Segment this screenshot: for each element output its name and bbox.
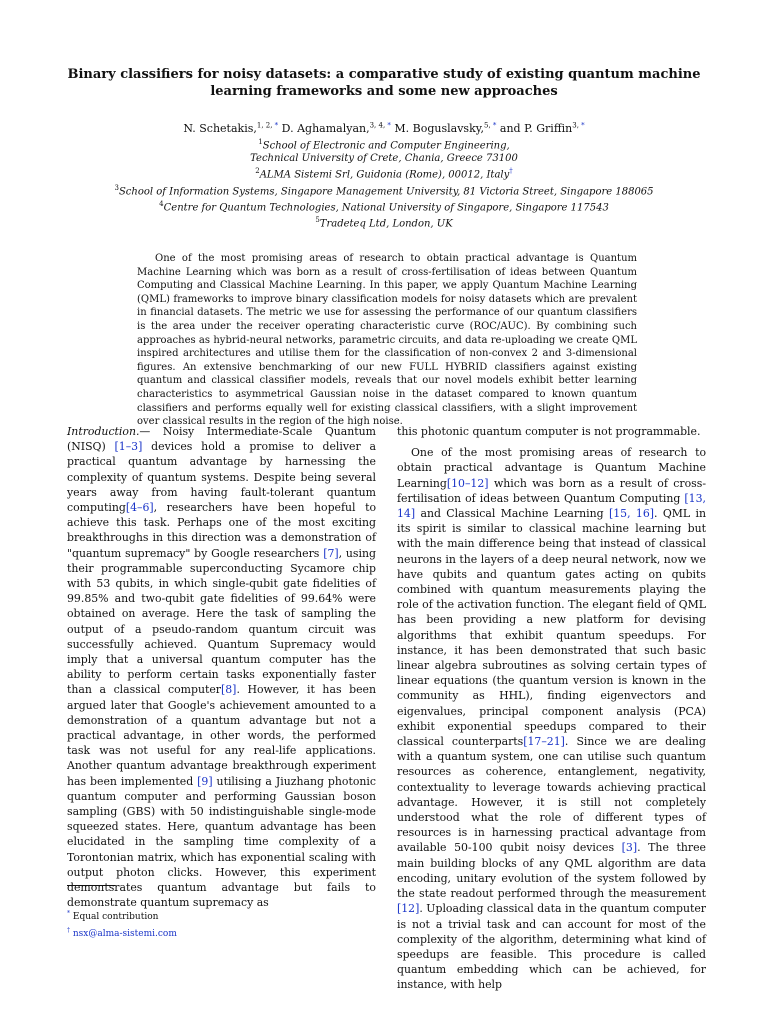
citation-link[interactable]: [3] <box>621 841 638 855</box>
abstract-text: One of the most promising areas of research to obtain practical advantage is Quantum Machine Learning which was born as a result of cross-fertilisation of ideas between Quantum Computing and Classical Machine Learning. In this paper, we apply Quantum Machine Learning (QML) frameworks to improve binary classification models for noisy datasets which are prevalent in financial datasets. The metric we use for assessing the performance of our quantum classifiers is the area under the receiver operating characteristic curve (ROC/AUC). By combining such approaches as hybrid-neural networks, parametric circuits, and data re-uploading we create QML inspired architectures and utilise them for the classification of non-convex 2 and 3-dimensional figures. An extensive benchmarking of our new FULL HYBRID classifiers against existing quantum and classical classifier models, reveals that our novel models exhibit better learning characteristics to asymmetrical Gaussian noise in the dataset compared to known quantum classifiers and performs equally well for existing classical classifiers, with a slight improvement over classical results in the region of the high noise. <box>137 253 637 428</box>
body-text: utilising a Jiuzhang photonic quantum computer and performing Gaussian boson sampling (GBS) with 50 indistinguishable single-mode squeezed states. Here, quantum advantage has been elucidated in the sampling time complexity of a Torontonian matrix, which has exponential scaling with output photon clicks. However, this experiment demontsrates quantum advantage but fails to demonstrate quantum supremacy as <box>67 774 376 910</box>
author: and P. Griffin$^{3,}$ * <box>499 121 585 135</box>
body-text: . Uploading classical data in the quantum computer is not a trivial task and can account for most of the complexity of the algorithm, determining what kind of speedups are feasible. This procedure is called quantum embedding which can be achieved, for instance, with help <box>397 902 706 992</box>
body-text: which was born as a result of cross-fertilisation of ideas between Quantum Computing <box>397 476 706 505</box>
citation-link[interactable]: [4–6] <box>125 501 154 515</box>
footnotes <box>67 907 367 941</box>
paper-title: Binary classifiers for noisy datasets: a comparative study of existing quantum machine learning frameworks and some new approaches <box>67 67 701 99</box>
affiliation: $^2$ALMA Sistemi Srl, Guidonia (Rome), 00012, Italy† <box>255 167 513 181</box>
author: D. Aghamalyan,$^{3, 4,}$ * <box>281 121 391 135</box>
section-lead: Introduction.— <box>67 425 151 438</box>
body-text: Noisy Intermediate-Scale Quantum (NISQ) <box>67 425 376 454</box>
body-text: One of the most promising areas of research to obtain practical advantage is Quantum Machine Learning <box>397 446 706 490</box>
body-text: devices hold a promise to deliver a practical quantum advantage by harnessing the complexity of quantum systems. Despite being several years away from having fault-tolerant quantum computing <box>67 440 376 515</box>
abstract <box>137 252 637 429</box>
equal-contribution-mark: * <box>581 121 585 129</box>
email-link[interactable]: nsx@alma-sistemi.com <box>72 929 177 939</box>
body-text: , using their programmable superconducting Sycamore chip with 53 qubits, in which single-qubit gate fidelities of 99.85% and two-qubit gate fidelities of 99.64% were obtained on average. Here the task of sampling the output of a pseudo-random quantum circuit was successfully achieved. Quantum Supremacy would imply that a universal quantum computer has the ability to perform certain tasks exponentially faster than a classical computer <box>67 546 376 697</box>
left-column <box>67 424 376 911</box>
affiliation: $^4$Centre for Quantum Technologies, National University of Singapore, Singapore 117543 <box>159 199 609 214</box>
body-text: , researchers have been hopeful to achieve this task. Perhaps one of the most exciting breakthroughs in this direction was a demonstration of "quantum supremacy" by Google researchers <box>67 501 376 560</box>
equal-contribution-mark: * <box>274 121 279 129</box>
author-list <box>60 118 708 136</box>
affiliation-list <box>60 136 708 231</box>
citation-link[interactable]: [12] <box>397 902 420 916</box>
affiliation: Technical University of Crete, Chania, Greece 73100 <box>250 153 518 165</box>
citation-link[interactable]: [13, 14] <box>397 491 706 521</box>
right-column <box>397 424 706 993</box>
qml-paragraph <box>397 445 706 992</box>
body-text: . Since we are dealing with a quantum system, one can utilise such quantum resources as coherence, entanglement, negativity, contextuality to leverage towards achieving practical advantage. However, it is still not completely understood what the role of different types of resources is in harnessing practical advantage from available 50-100 qubit noisy devices <box>397 735 706 855</box>
citation-link[interactable]: [9] <box>197 774 213 788</box>
equal-contribution-mark: * <box>387 121 391 129</box>
intro-paragraph <box>67 424 376 911</box>
citation-link[interactable]: [1–3] <box>114 440 143 454</box>
citation-link[interactable]: [17–21] <box>523 735 565 749</box>
footnote-email: † nsx@alma-sistemi.com <box>67 927 177 939</box>
body-text: . However, it has been argued later that Google's achievement amounted to a demonstration of a quantum advantage but not a practical advantage, in other words, the performed task was not useful for any real-life applications. Another quantum advantage breakthrough experiment has been implemented <box>67 683 377 788</box>
citation-link[interactable]: [8] <box>221 683 237 697</box>
body-text: . QML in its spirit is similar to classical machine learning but with the main difference being that instead of classical neurons in the layers of a deep neural network, now we have qubits and quantum gates acting on qubits combined with quantum measurements playing the role of the activation function. The elegant field of QML has been providing a new platform for devising algorithms that exhibit quantum speedups. For instance, it has been demonstrated that such basic linear algebra subroutines as solving certain types of linear equations (the quantum version is known in the community as HHL), finding eigenvectors and eigenvalues, principal component analysis (PCA) exhibit exponential speedups compared to their classical counterparts <box>397 507 706 749</box>
equal-contribution-mark: * <box>492 121 497 129</box>
affiliation: $^3$School of Information Systems, Singapore Management University, 81 Victoria Street, Singapore 188065 <box>114 183 654 197</box>
author: M. Boguslavsky,$^{5,}$ * <box>394 121 497 135</box>
affiliation: $^5$Tradeteq Ltd, London, UK <box>315 216 453 230</box>
footnote-rule <box>67 885 115 886</box>
body-text: . The three main building blocks of any QML algorithm are data encoding, unitary evolution of the system followed by the state readout performed through the measurement <box>397 841 706 901</box>
author: N. Schetakis,$^{1, 2,}$ * <box>183 121 279 135</box>
footnote-equal: * Equal contribution <box>67 910 159 922</box>
continued-paragraph: this photonic quantum computer is not programmable. <box>397 425 701 438</box>
citation-link[interactable]: [15, 16] <box>608 507 654 521</box>
affiliation: $^1$School of Electronic and Computer Engineering, <box>258 138 510 152</box>
citation-link[interactable]: [10–12] <box>446 476 489 490</box>
citation-link[interactable]: [7] <box>323 546 339 560</box>
body-text: and Classical Machine Learning <box>415 507 609 521</box>
